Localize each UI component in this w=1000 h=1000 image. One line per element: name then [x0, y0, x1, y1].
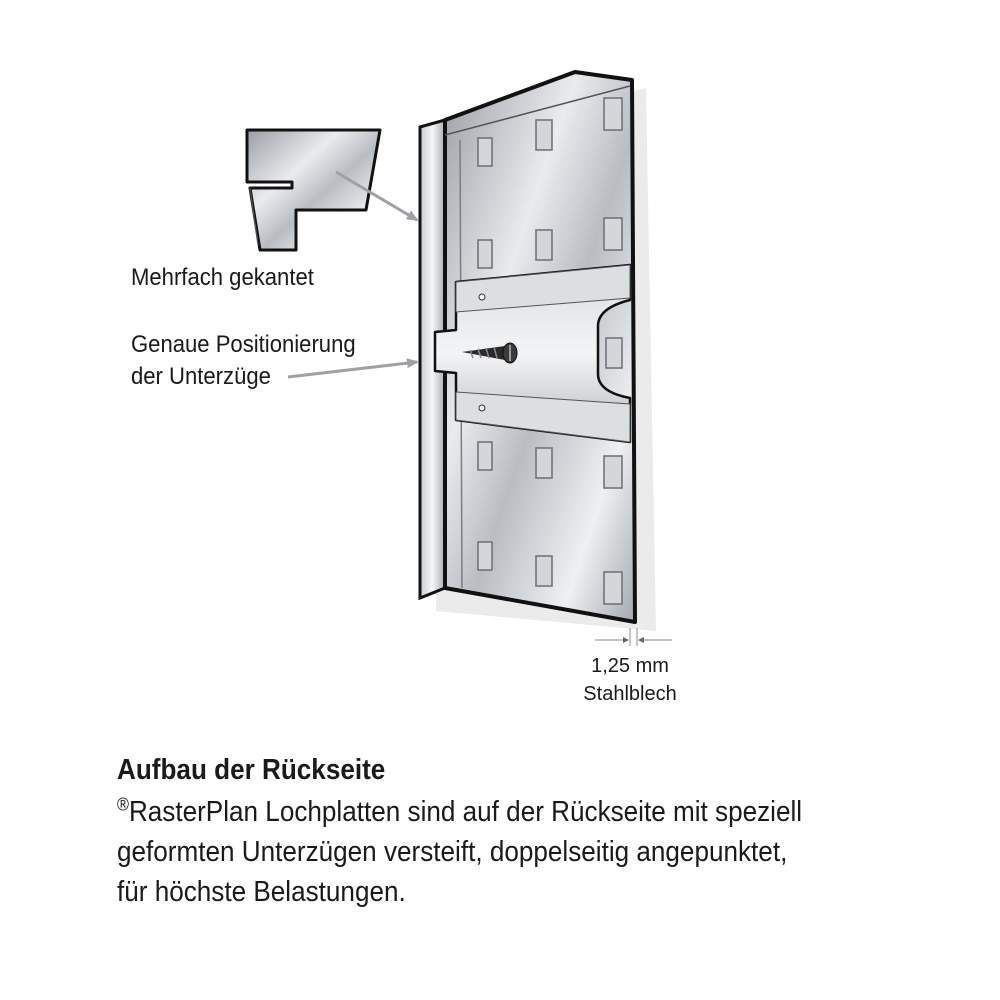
hole	[536, 120, 552, 150]
thickness-value: 1,25 mm	[591, 655, 669, 677]
registered-mark: ®	[117, 794, 129, 815]
hole	[536, 556, 552, 586]
caption-body	[117, 792, 891, 912]
hole	[478, 442, 492, 470]
caption	[117, 752, 977, 912]
hole	[604, 456, 622, 488]
caption-line-2: geformten Unterzügen versteift, doppelseitig angepunktet,	[117, 836, 788, 868]
spot-weld-lower	[479, 405, 485, 411]
spot-weld-upper	[479, 294, 485, 300]
hole	[478, 240, 492, 268]
caption-line-1	[117, 792, 891, 832]
callout-positioning	[131, 329, 356, 393]
caption-line-3: für höchste Belastungen.	[117, 876, 406, 908]
hole	[478, 542, 492, 570]
dim-arrow-right	[638, 637, 644, 643]
hole	[604, 572, 622, 604]
thickness-material: Stahlblech	[583, 683, 677, 705]
thickness-label	[570, 652, 690, 708]
callout-positioning-line2: der Unterzüge	[131, 363, 271, 390]
folded-profile-detail	[247, 130, 380, 250]
hole	[604, 98, 622, 130]
callout-positioning-line1: Genaue Positionierung	[131, 331, 356, 358]
caption-line-1-text: RasterPlan Lochplatten sind auf der Rückseite mit speziell	[128, 796, 803, 828]
dim-arrow-left	[623, 637, 629, 643]
hole	[536, 448, 552, 478]
thickness-dimension	[595, 628, 672, 646]
hole	[604, 218, 622, 250]
callout-folded: Mehrfach gekantet	[131, 264, 314, 291]
hole	[478, 138, 492, 166]
caption-title: Aufbau der Rückseite	[117, 754, 386, 786]
hole	[536, 230, 552, 260]
hole	[606, 338, 622, 368]
